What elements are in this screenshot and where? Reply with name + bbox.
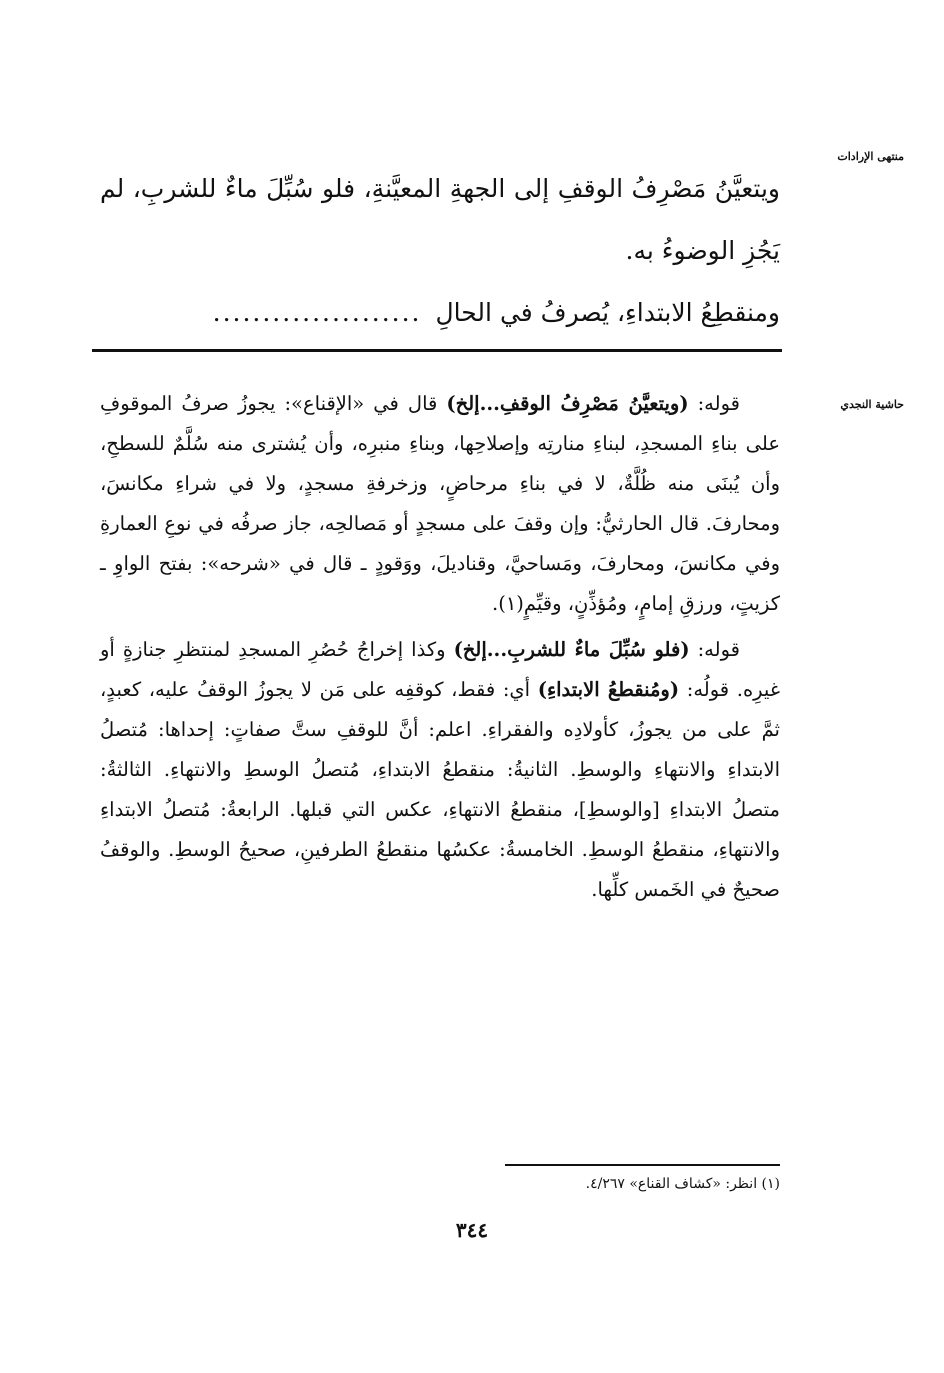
- sharh-paragraph-1: [100, 384, 780, 624]
- sharh-p2-text-2: أي: فقط، كوقفِه على مَن لا يجوزُ الوقفُ عليه، كعبدٍ، ثمَّ على من يجوزُ، كأولادِه والفقراءِ. اعلم: أنَّ للوقفِ ستَّ صفاتٍ: إحداها: مُتصلُ الابتداءِ والانتهاءِ والوسطِ. الثانيةُ: منقطعُ الابتداءِ، مُتصلُ الوسطِ والانتهاءِ. الثالثةُ: متصلُ الابتداءِ [والوسطِ]، منقطعُ الانتهاءِ، عكس التي قبلها. الرابعةُ: مُتصلُ الابتداءِ والانتهاءِ، منقطعُ الوسطِ. الخامسةُ: عكسُها منقطعُ الطرفينِ، صحيحُ الوسطِ. والوقفُ صحيحٌ في الخَمس كلِّها.: [100, 678, 780, 901]
- sharh-p1-quote: (ويتعيَّنُ مَصْرِفُ الوقفِ...إلخ): [446, 392, 689, 415]
- sharh-text-block: [100, 384, 780, 916]
- sharh-p2-quote-2: (ومُنقطعُ الابتداءِ): [537, 678, 680, 701]
- sharh-paragraph-2: [100, 630, 780, 910]
- sharh-p2-quote: (فلو سُبِّلَ ماءٌ للشربِ...إلخ): [453, 638, 690, 661]
- footnote: (١) انظر: «كشاف القناع» ٤/٢٦٧.: [585, 1176, 780, 1192]
- footnote-separator-rule: [505, 1164, 780, 1166]
- sharh-p1-text: قال في «الإقناع»: يجوزُ صرفُ الموقوفِ على بناءِ المسجدِ، لبناءِ منارتِه وإصلاحِها، وبناءِ منبرِه، وأن يُشترى منه سُلَّمٌ للسطحِ، وأن يُبنَى منه ظُلَّةٌ، لا في بناءِ مرحاضٍ، وزخرفةِ مسجدٍ، ولا في شراءِ مكانسَ، ومحارفَ. قال الحارثيُّ: وإن وقفَ على مسجدٍ أو مَصالحِه، جاز صرفُه في نوعِ العمارةِ وفي مكانسَ، ومحارفَ، ومَساحيَّ، وقناديلَ، ووَقودٍ ـ قال في «شرحه»: بفتح الواوِ ـ كزيتٍ، ورزقِ إمامٍ، ومُؤذِّنٍ، وقيِّمٍ(١).: [100, 392, 780, 615]
- matn-dots: .....................: [212, 298, 422, 327]
- matn-text-block: [100, 158, 780, 344]
- matn-paragraph-1: ويتعيَّنُ مَصْرِفُ الوقفِ إلى الجهةِ المعيَّنةِ، فلو سُبِّلَ ماءٌ للشربِ، لم يَجُزِ الوضوءُ به.: [100, 174, 780, 265]
- main-separator-rule: [92, 349, 782, 352]
- sharh-side-label: حاشية النجدي: [840, 398, 904, 411]
- page-number: ٣٤٤: [455, 1218, 489, 1242]
- matn-paragraph-2-text: ومنقطِعُ الابتداءِ، يُصرفُ في الحالِ: [435, 298, 780, 327]
- sharh-p1-lead: قوله:: [697, 392, 740, 415]
- matn-side-label: منتهى الإرادات: [837, 150, 904, 163]
- sharh-p2-lead: قوله:: [697, 638, 740, 661]
- matn-paragraph-2: [100, 282, 780, 344]
- sharh-p2-text-1: وكذا إخراجُ حُصُرِ المسجدِ لمنتظرِ جنازةٍ أو غيرِه. قولُه:: [100, 638, 781, 701]
